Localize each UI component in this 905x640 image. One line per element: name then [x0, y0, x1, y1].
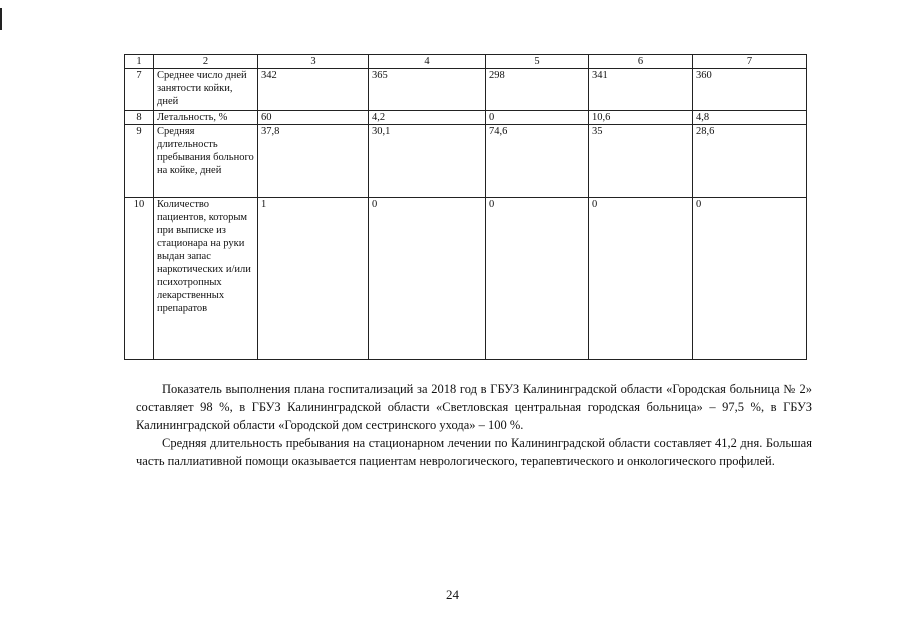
header-cell: 3	[258, 55, 369, 69]
table-row	[125, 111, 807, 125]
table-cell: 28,6	[693, 125, 807, 198]
table-cell: 342	[258, 69, 369, 111]
row-label: Средняя длительность пребывания больного на койке, дней	[154, 125, 258, 198]
table-cell: 0	[589, 198, 693, 360]
table-cell: 35	[589, 125, 693, 198]
paragraph-average-stay: Средняя длительность пребывания на стационарном лечении по Калининградской области составляет 41,2 дня. Большая часть паллиативной помощи оказывается пациентам неврологического, терапевтического и онкологического профилей.	[136, 436, 812, 468]
table-cell: 365	[369, 69, 486, 111]
row-label: Количество пациентов, которым при выписке из стационара на руки выдан запас наркотических и/или психотропных лекарственных препаратов	[154, 198, 258, 360]
table-cell: 4,2	[369, 111, 486, 125]
header-cell: 4	[369, 55, 486, 69]
page-number: 24	[446, 587, 459, 602]
header-cell: 1	[125, 55, 154, 69]
table-cell: 360	[693, 69, 807, 111]
header-cell: 7	[693, 55, 807, 69]
table-cell: 0	[486, 111, 589, 125]
header-cell: 2	[154, 55, 258, 69]
table-cell: 341	[589, 69, 693, 111]
row-number: 7	[125, 69, 154, 111]
paragraph-hospitalization-plan: Показатель выполнения плана госпитализаций за 2018 год в ГБУЗ Калининградской области «Городская больница № 2» составляет 98 %, в ГБУЗ Калининградской области «Светловская центральная городская больница» – 97,5 %, в ГБУЗ Калининградской области «Городской дом сестринского ухода» – 100 %.	[136, 382, 812, 432]
row-number: 10	[125, 198, 154, 360]
header-cell: 5	[486, 55, 589, 69]
table-row	[125, 125, 807, 198]
row-label: Среднее число дней занятости койки, дней	[154, 69, 258, 111]
row-label: Летальность, %	[154, 111, 258, 125]
table-cell: 74,6	[486, 125, 589, 198]
table-cell: 10,6	[589, 111, 693, 125]
table-cell: 0	[693, 198, 807, 360]
header-cell: 6	[589, 55, 693, 69]
row-number: 8	[125, 111, 154, 125]
indicators-table	[124, 54, 807, 360]
table-cell: 0	[369, 198, 486, 360]
table-cell: 4,8	[693, 111, 807, 125]
scan-edge-mark	[0, 8, 2, 30]
table-cell: 0	[486, 198, 589, 360]
table-header-row	[125, 55, 807, 69]
table-cell: 298	[486, 69, 589, 111]
table-cell: 1	[258, 198, 369, 360]
table-cell: 30,1	[369, 125, 486, 198]
table-cell: 60	[258, 111, 369, 125]
table-row	[125, 69, 807, 111]
row-number: 9	[125, 125, 154, 198]
table-row	[125, 198, 807, 360]
table-cell: 37,8	[258, 125, 369, 198]
